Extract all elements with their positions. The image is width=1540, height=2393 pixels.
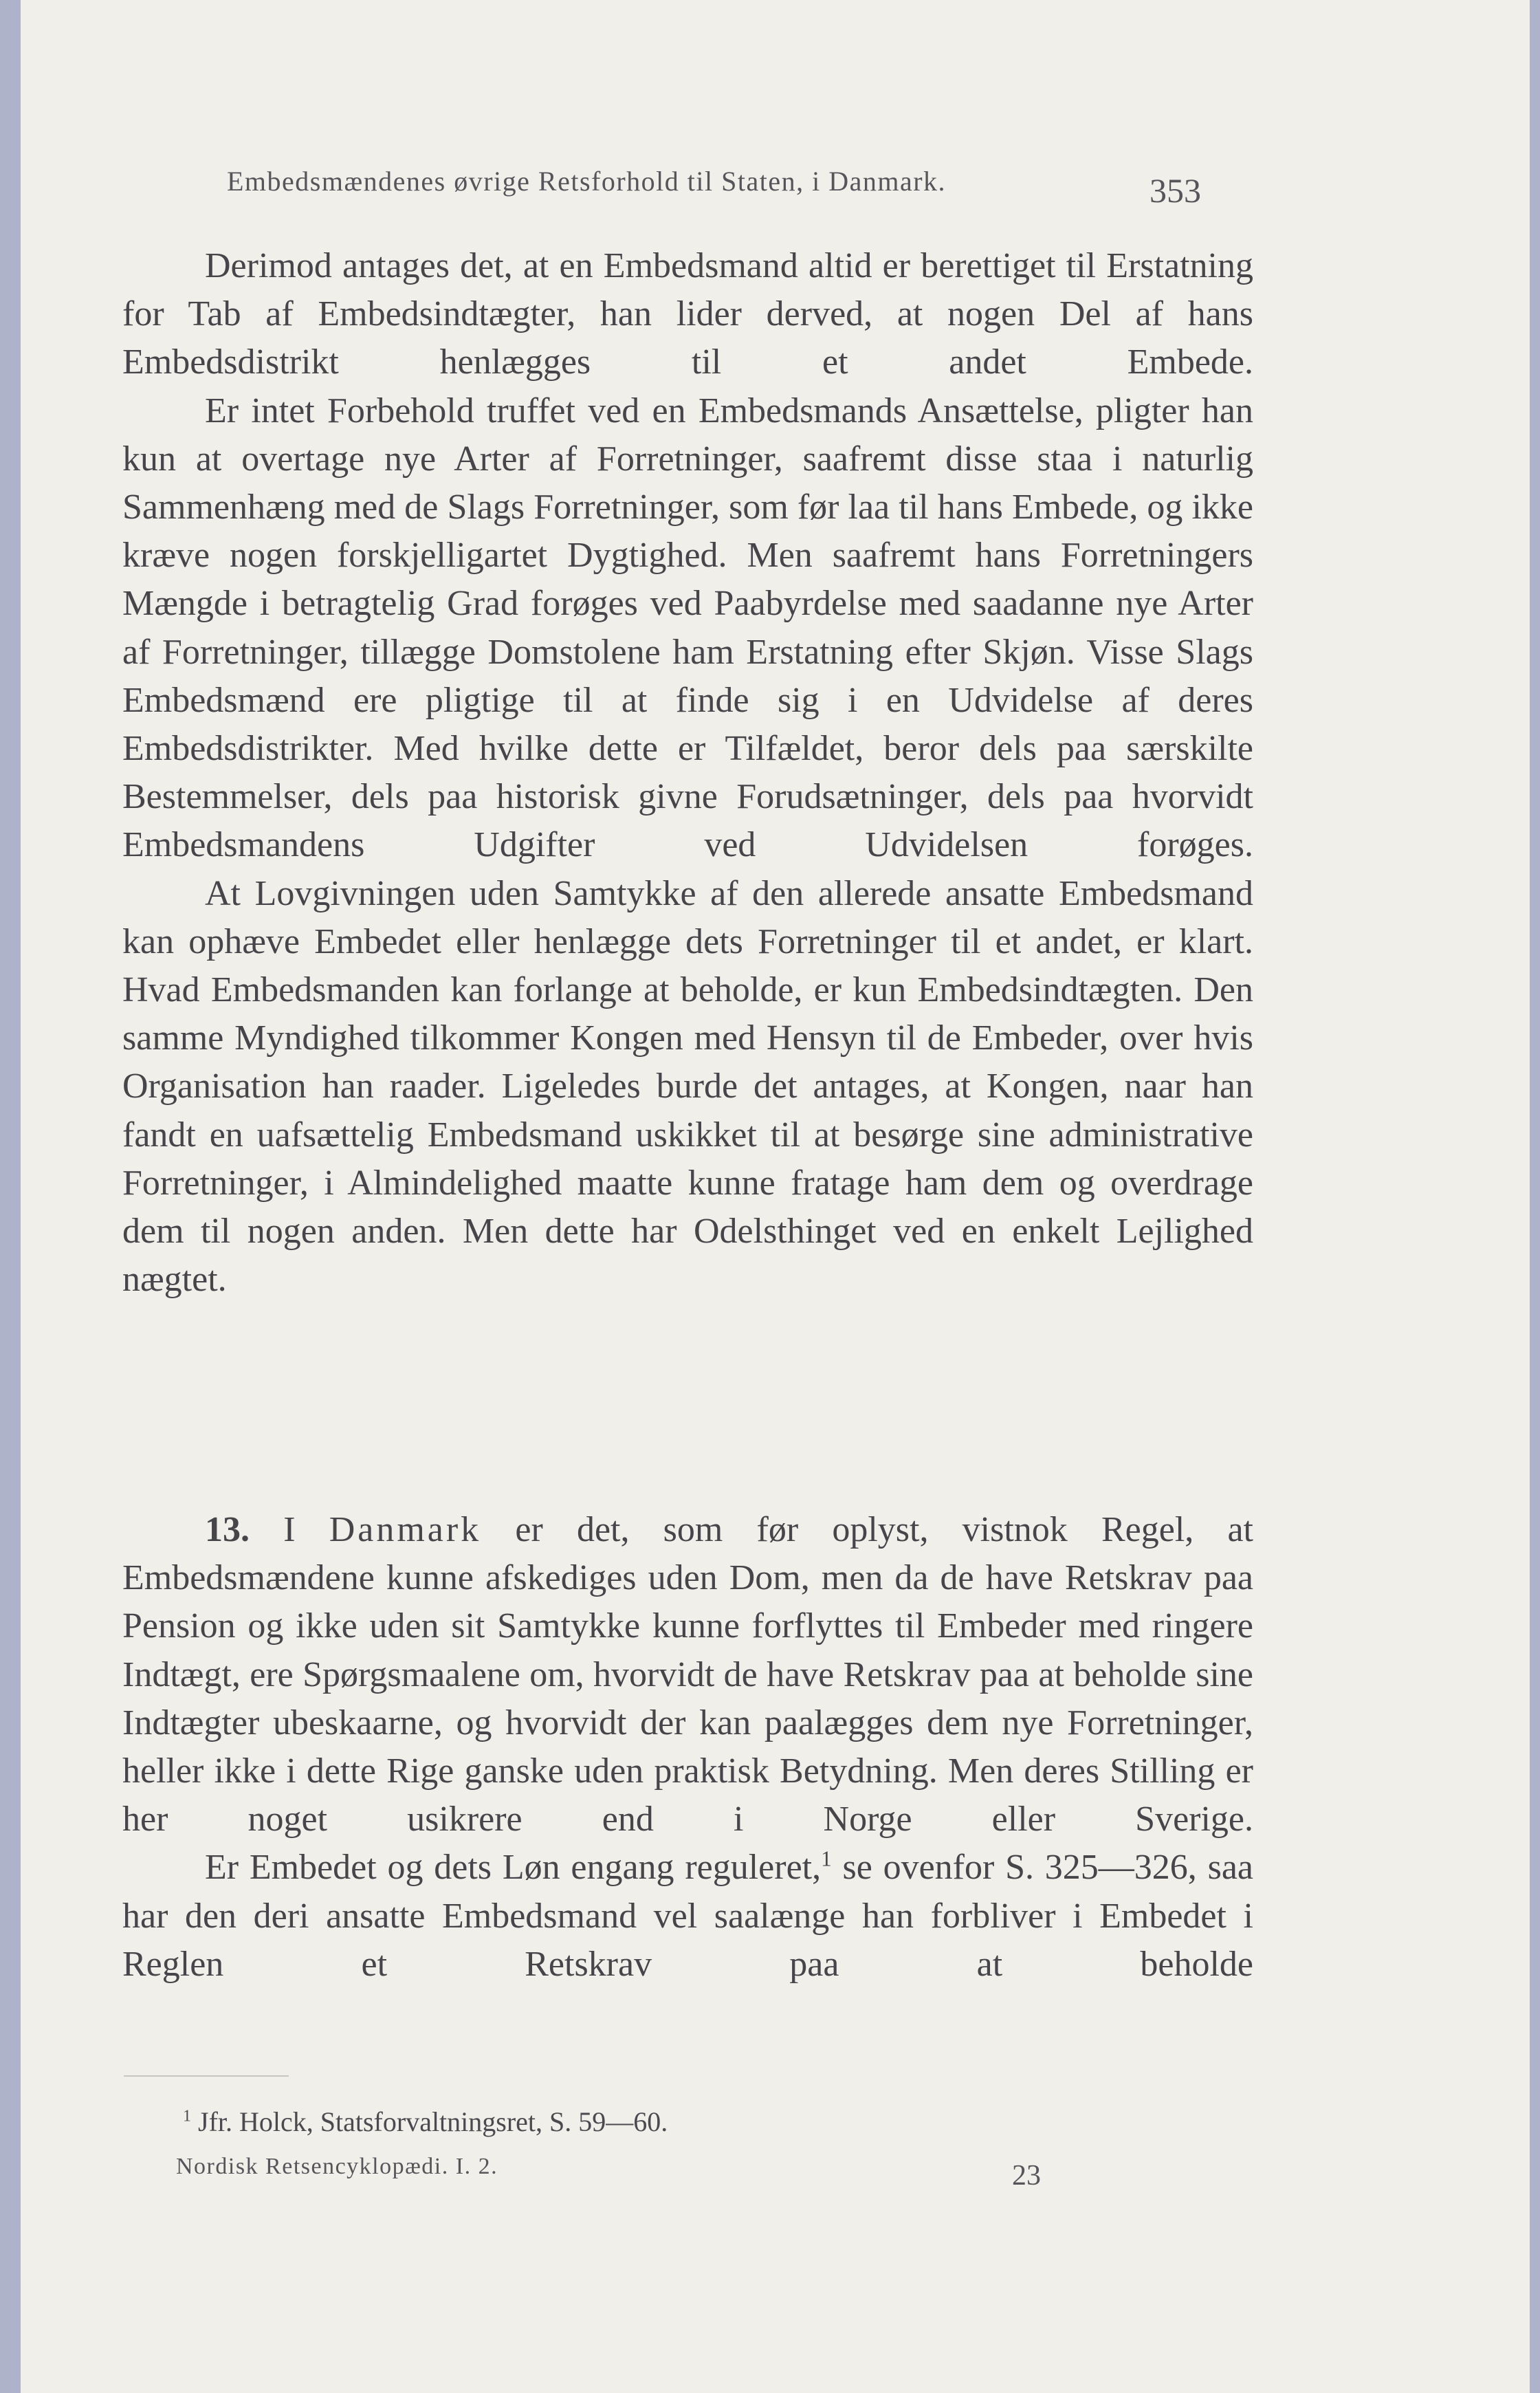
section-13-block bbox=[122, 1506, 1253, 1989]
paragraph: At Lovgivningen uden Samtykke af den allerede ansatte Embedsmand kan ophæve Embedet eller henlægge dets Forretninger til et andet, er klart. Hvad Embedsmanden kan forlange at beholde, er kun Embedsindtægten. Den samme Myndighed tilkommer Kongen med Hensyn til de Embeder, over hvis Organisation han raader. Ligeledes burde det antages, at Kongen, naar han fandt en uafsættelig Embedsmand uskikket til at besørge sine administrative Forretninger, i Almindelighed maatte kunne fratage ham dem og overdrage dem til nogen anden. Men dette har Odelsthinget ved en enkelt Lejlighed nægtet. bbox=[122, 873, 1253, 1300]
paragraph: Derimod antages det, at en Embedsmand altid er berettiget til Erstatning for Tab af Embedsindtægter, han lider derved, at nogen Del af hans Embedsdistrikt henlægges til et andet Embede. bbox=[122, 246, 1253, 382]
paragraph bbox=[122, 1844, 1253, 1989]
section-country: Danmark bbox=[329, 1510, 482, 1549]
footnote-divider bbox=[124, 2075, 289, 2077]
paragraph-text: se ovenfor S. 325—326, saa har den deri ansatte Embedsmand vel saalænge han forbliver i Embedet i Reglen et Retskrav paa at beholde bbox=[122, 1848, 1253, 1984]
sheet-number: 23 bbox=[1012, 2160, 1041, 2192]
section-text-start: I bbox=[283, 1510, 296, 1549]
paragraph-text: Er Embedet og dets Løn engang reguleret, bbox=[205, 1848, 822, 1888]
printer-signature: Nordisk Retsencyklopædi. I. 2. bbox=[176, 2154, 498, 2179]
book-page bbox=[21, 0, 1530, 2393]
section-text: er det, som før oplyst, vistnok Regel, at Embedsmændene kunne afskediges uden Dom, men da de have Retskrav paa Pension og ikke uden sit Samtykke kunne forflyttes til Embeder med ringere Indtægt, ere Spørgsmaalene om, hvorvidt de have Retskrav paa at beholde sine Indtægter ubeskaarne, og hvorvidt der kan paalægges dem nye Forretninger, heller ikke i dette Rige ganske uden praktisk Betydning. Men deres Stilling er her noget usikrere end i Norge eller Sverige. bbox=[122, 1510, 1253, 1839]
running-head: Embedsmændenes øvrige Retsforhold til Staten, i Danmark. bbox=[227, 166, 947, 197]
footnote-text: Jfr. Holck, Statsforvaltningsret, S. 59—60. bbox=[198, 2106, 668, 2137]
paragraph: Er intet Forbehold truffet ved en Embedsmands Ansættelse, pligter han kun at overtage nye Arter af Forretninger, saafremt disse staa i naturlig Sammenhæng med de Slags Forretninger, som før laa til hans Embede, og ikke kræve nogen forskjelligartet Dygtighed. Men saafremt hans Forretningers Mængde i betragtelig Grad forøges ved Paabyrdelse med saadanne nye Arter af Forretninger, tillægge Domstolene ham Erstatning efter Skjøn. Visse Slags Embedsmænd ere pligtige til at finde sig i en Udvidelse af deres Embedsdistrikter. Med hvilke dette er Tilfældet, beror dels paa særskilte Bestemmelser, dels paa historisk givne Forudsætninger, dels paa hvorvidt Embedsmandens Udgifter ved Udvidelsen forøges. bbox=[122, 391, 1253, 865]
body-text-block bbox=[122, 242, 1253, 1304]
footnote-reference[interactable]: 1 bbox=[821, 1847, 832, 1872]
footnote-mark: 1 bbox=[183, 2107, 191, 2126]
page-number: 353 bbox=[1150, 171, 1201, 210]
footnote bbox=[183, 2106, 668, 2138]
section-number: 13. bbox=[205, 1510, 250, 1549]
page-header bbox=[21, 165, 1530, 210]
section-paragraph bbox=[122, 1506, 1253, 1844]
